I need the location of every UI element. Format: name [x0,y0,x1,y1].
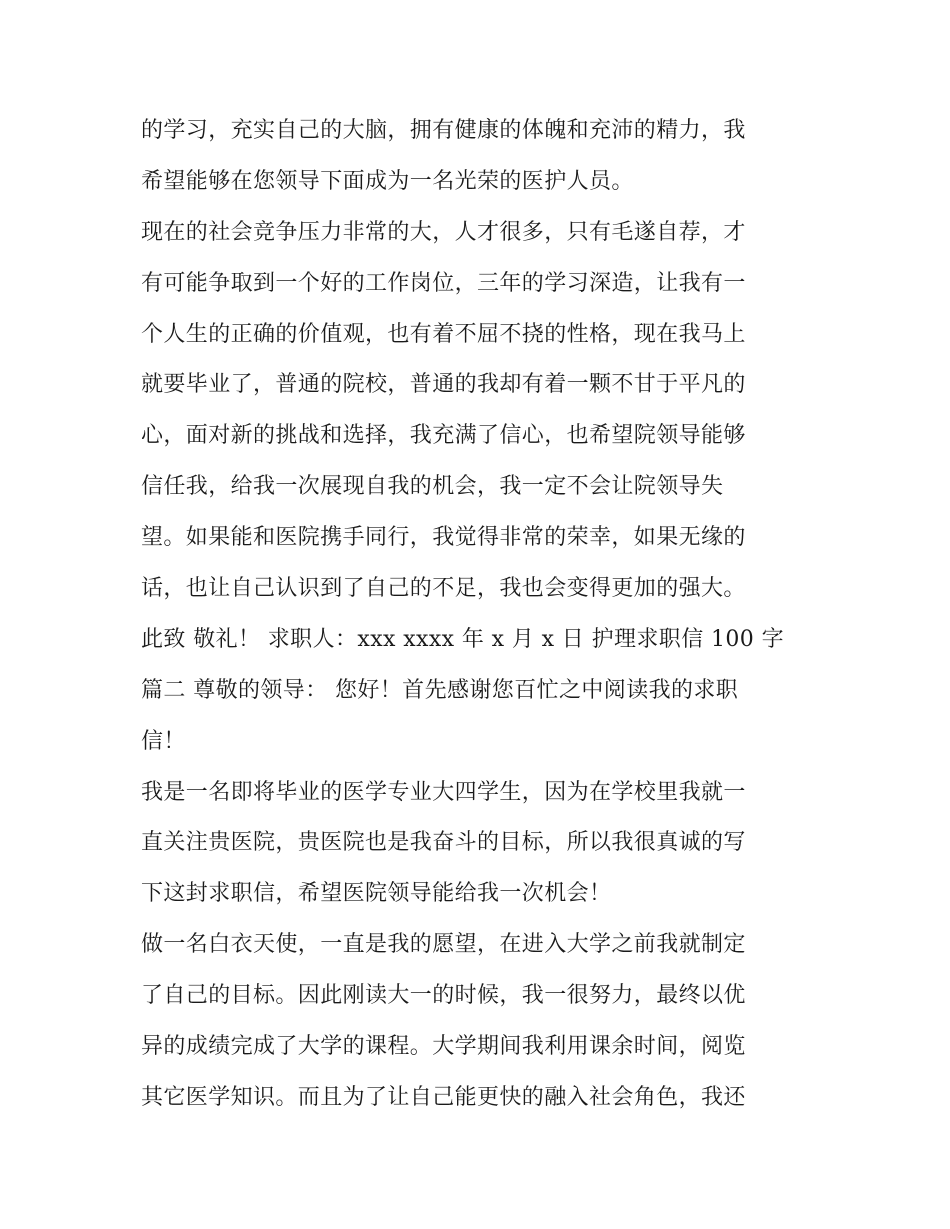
text-line: 下这封求职信，希望医院领导能给我一次机会！ [141,881,612,907]
closing-line: 此致 敬礼！ 求职人：xxx xxxx 年 x 月 x 日 护理求职信 100 字 [141,626,784,652]
text-line: 信任我，给我一次展现自我的机会，我一定不会让院领导失 [141,474,724,500]
text-line: 心，面对新的挑战和选择，我充满了信心，也希望院领导能够 [141,423,746,449]
text-line: 直关注贵医院，贵医院也是我奋斗的目标，所以我很真诚的写 [141,830,746,856]
text-line: 希望能够在您领导下面成为一名光荣的医护人员。 [141,168,634,194]
text-line: 信！ [141,728,186,754]
text-line: 有可能争取到一个好的工作岗位，三年的学习深造，让我有一 [141,270,746,296]
text-line: 话，也让自己认识到了自己的不足，我也会变得更加的强大。 [141,576,746,602]
text-line: 望。如果能和医院携手同行，我觉得非常的荣幸，如果无缘的 [141,525,746,551]
text-line: 其它医学知识。而且为了让自己能更快的融入社会角色，我还 [141,1084,746,1110]
body-text [141,106,816,1124]
text-line: 的学习，充实自己的大脑，拥有健康的体魄和充沛的精力，我 [141,118,746,143]
text-line: 异的成绩完成了大学的课程。大学期间我利用课余时间，阅览 [141,1034,746,1060]
text-line: 了自己的目标。因此刚读大一的时候，我一很努力，最终以优 [141,983,746,1009]
text-line: 现在的社会竞争压力非常的大，人才很多，只有毛遂自荐，才 [141,219,746,245]
text-line: 个人生的正确的价值观，也有着不屈不挠的性格，现在我马上 [141,321,746,347]
text-line: 就要毕业了，普通的院校，普通的我却有着一颗不甘于平凡的 [141,372,746,398]
text-line: 我是一名即将毕业的医学专业大四学生，因为在学校里我就一 [141,779,746,805]
section-heading-line: 篇二 尊敬的领导： 您好！首先感谢您百忙之中阅读我的求职 [141,677,739,703]
text-line: 做一名白衣天使，一直是我的愿望，在进入大学之前我就制定 [141,932,746,958]
